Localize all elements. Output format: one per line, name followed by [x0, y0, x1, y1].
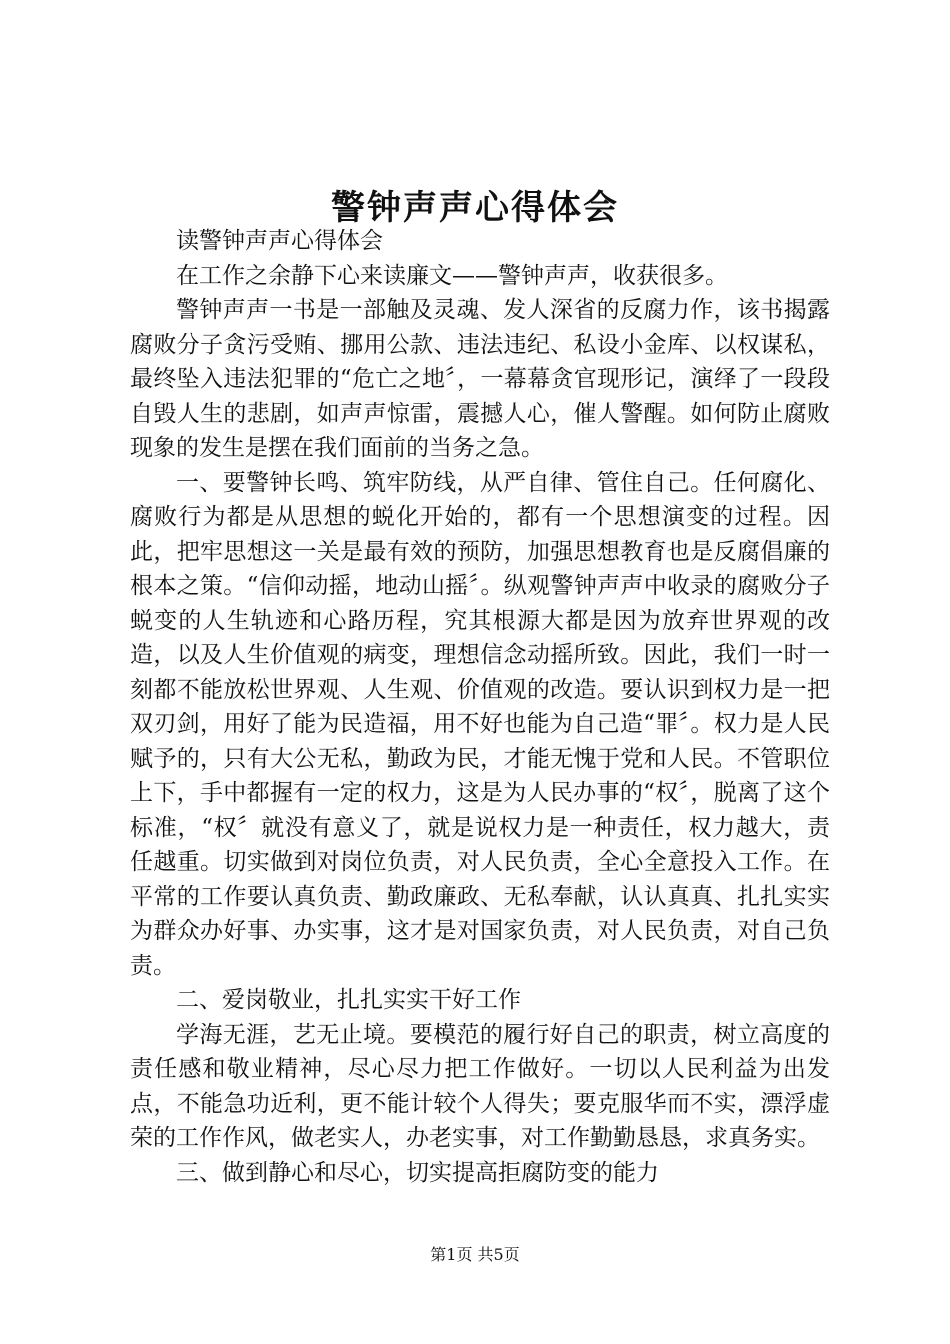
paragraph-book-summary: 警钟声声一书是一部触及灵魂、发人深省的反腐力作，该书揭露腐败分子贪污受贿、挪用公款、违法违纪、私设小金库、以权谋私，最终坠入违法犯罪的“危亡之地〞，一幕幕贪官现形记，演绎了一段段自毁人生的悲剧，如声声惊雷，震撼人心，催人警醒。如何防止腐败现象的发生是摆在我们面前的当务之急。 — [130, 297, 830, 461]
paragraph-section-two-body: 学海无涯，艺无止境。要模范的履行好自己的职责，树立高度的责任感和敬业精神，尽心尽力把工作做好。一切以人民利益为出发点，不能急功近利，更不能计较个人得失；要克服华而不实，漂浮虚荣的工作作风，做老实人，办老实事，对工作勤勤恳恳，求真务实。 — [130, 1021, 830, 1151]
paragraph-section-one: 一、要警钟长鸣、筑牢防线，从严自律、管住自己。任何腐化、腐败行为都是从思想的蜕化开始的，都有一个思想演变的过程。因此，把牢思想这一关是最有效的预防，加强思想教育也是反腐倡廉的根本之策。“信仰动摇，地动山摇〞。纵观警钟声声中收录的腐败分子蜕变的人生轨迹和心路历程，究其根源大都是因为放弃世界观的改造，以及人生价值观的病变，理想信念动摇所致。因此，我们一时一刻都不能放松世界观、人生观、价值观的改造。要认识到权力是一把双刃剑，用好了能为民造福，用不好也能为自己造“罪〞。权力是人民赋予的，只有大公无私，勤政为民，才能无愧于党和人民。不管职位上下，手中都握有一定的权力，这是为人民办事的“权〞，脱离了这个标准，“权〞就没有意义了，就是说权力是一种责任，权力越大，责任越重。切实做到对岗位负责，对人民负责，全心全意投入工作。在平常的工作要认真负责、勤政廉政、无私奉献，认认真真、扎扎实实为群众办好事、办实事，这才是对国家负责，对人民负责，对自己负责。 — [130, 469, 830, 979]
document-title: 警钟声声心得体会 — [331, 188, 619, 228]
paragraph-subtitle: 读警钟声声心得体会 — [176, 228, 383, 254]
paragraph-section-three-heading: 三、做到静心和尽心，切实提高拒腐防变的能力 — [176, 1159, 659, 1186]
paragraph-section-two-heading: 二、爱岗敬业，扎扎实实干好工作 — [176, 987, 521, 1013]
paragraph-intro: 在工作之余静下心来读廉文——警钟声声，收获很多。 — [176, 262, 728, 289]
document-body — [130, 224, 830, 1190]
page-number-footer: 第1页 共5页 — [430, 1245, 520, 1264]
